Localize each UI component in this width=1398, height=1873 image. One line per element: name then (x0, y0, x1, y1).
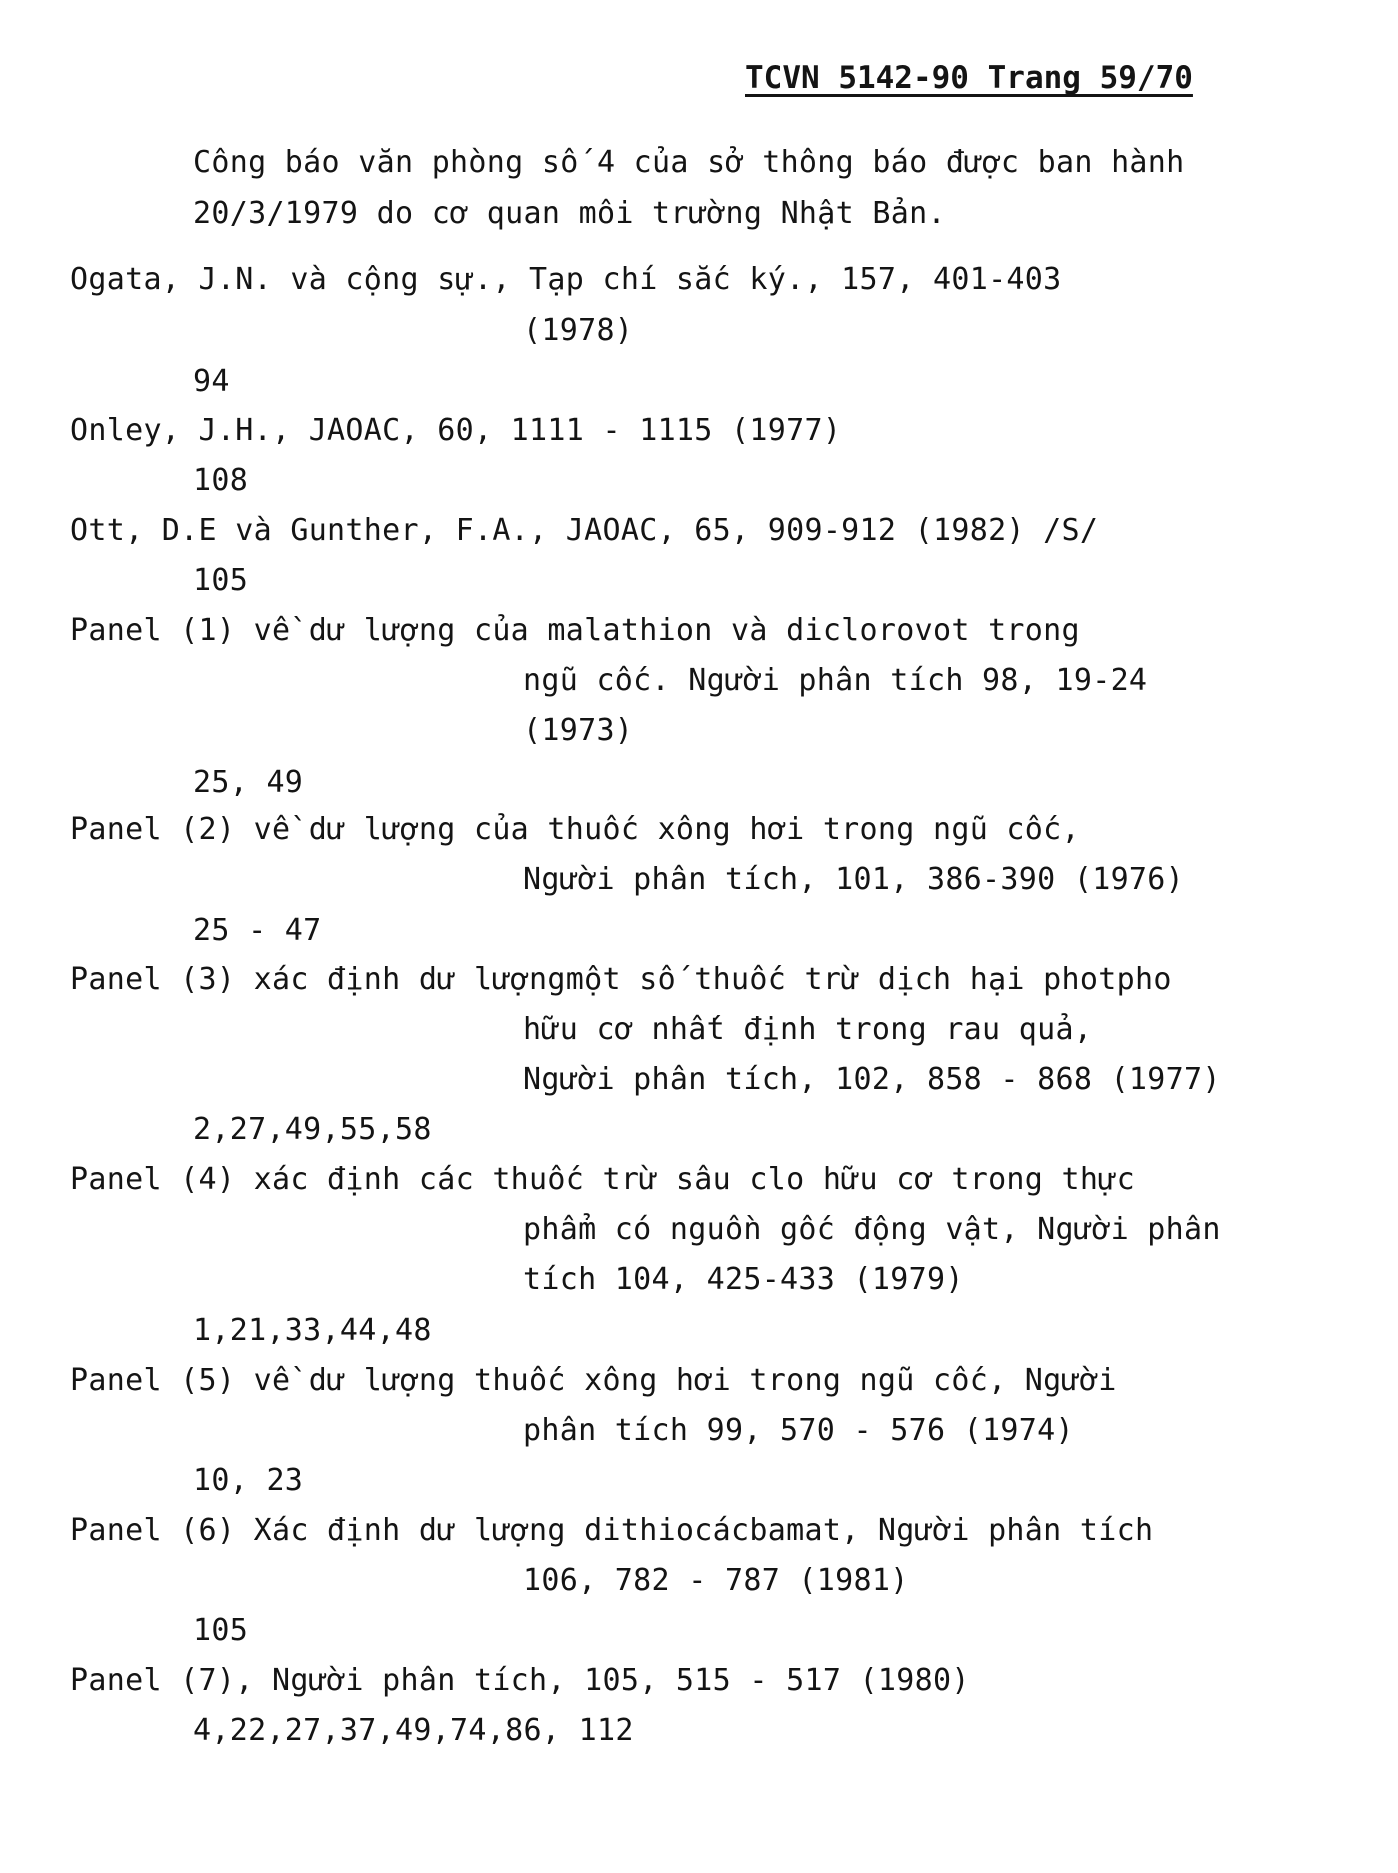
reference-panel-7-line-1: Panel (7), Người phân tích, 105, 515 - 517 (1980) (70, 1663, 970, 1698)
reference-panel-4-pages: 1,21,33,44,48 (193, 1313, 432, 1348)
reference-panel-3-pages: 2,27,49,55,58 (193, 1112, 432, 1147)
reference-ogata-pages: 94 (193, 364, 230, 399)
intro-line-2: 20/3/1979 do cơ quan môi trường Nhật Bản. (193, 196, 946, 231)
reference-panel-4-line-3: tích 104, 425-433 (1979) (523, 1262, 964, 1297)
reference-ogata-line-2: (1978) (523, 313, 634, 348)
reference-panel-1-line-3: (1973) (523, 713, 634, 748)
reference-panel-2-pages: 25 - 47 (193, 913, 322, 948)
reference-ott-line-1: Ott, D.E và Gunther, F.A., JAOAC, 65, 909-912 (1982) /S/ (70, 513, 1099, 548)
reference-panel-3-line-1: Panel (3) xác định dư lượngmột số thuốc trừ dịch hại photpho (70, 962, 1172, 997)
reference-panel-2-line-1: Panel (2) về dư lượng của thuốc xông hơi trong ngũ cốc, (70, 812, 1080, 847)
reference-panel-1-line-1: Panel (1) về dư lượng của malathion và diclorovot trong (70, 613, 1080, 648)
reference-panel-6-pages: 105 (193, 1613, 249, 1648)
reference-panel-3-line-2: hữu cơ nhất định trong rau quả, (523, 1012, 1093, 1047)
reference-panel-5-line-1: Panel (5) về dư lượng thuốc xông hơi trong ngũ cốc, Người (70, 1363, 1117, 1398)
reference-panel-6-line-2: 106, 782 - 787 (1981) (523, 1563, 909, 1598)
reference-panel-1-pages: 25, 49 (193, 765, 304, 800)
reference-panel-1-line-2: ngũ cốc. Người phân tích 98, 19-24 (523, 663, 1148, 698)
page-header: TCVN 5142-90 Trang 59/70 (745, 60, 1193, 96)
reference-panel-7-pages: 4,22,27,37,49,74,86, 112 (193, 1713, 634, 1748)
reference-onley-line-1: Onley, J.H., JAOAC, 60, 1111 - 1115 (1977) (70, 413, 842, 448)
reference-panel-5-line-2: phân tích 99, 570 - 576 (1974) (523, 1413, 1074, 1448)
intro-line-1: Công báo văn phòng số 4 của sở thông báo được ban hành (193, 145, 1185, 180)
reference-ott-pages: 105 (193, 563, 249, 598)
reference-panel-4-line-2: phẩm có nguồn gốc động vật, Người phân (523, 1212, 1221, 1247)
reference-panel-4-line-1: Panel (4) xác định các thuốc trừ sâu clo hữu cơ trong thực (70, 1162, 1135, 1197)
reference-panel-6-line-1: Panel (6) Xác định dư lượng dithiocácbamat, Người phân tích (70, 1513, 1154, 1548)
reference-panel-3-line-3: Người phân tích, 102, 858 - 868 (1977) (523, 1062, 1221, 1097)
reference-panel-5-pages: 10, 23 (193, 1463, 304, 1498)
reference-onley-pages: 108 (193, 463, 249, 498)
reference-panel-2-line-2: Người phân tích, 101, 386-390 (1976) (523, 862, 1185, 897)
reference-ogata-line-1: Ogata, J.N. và cộng sự., Tạp chí sắc ký., 157, 401-403 (70, 262, 1062, 297)
